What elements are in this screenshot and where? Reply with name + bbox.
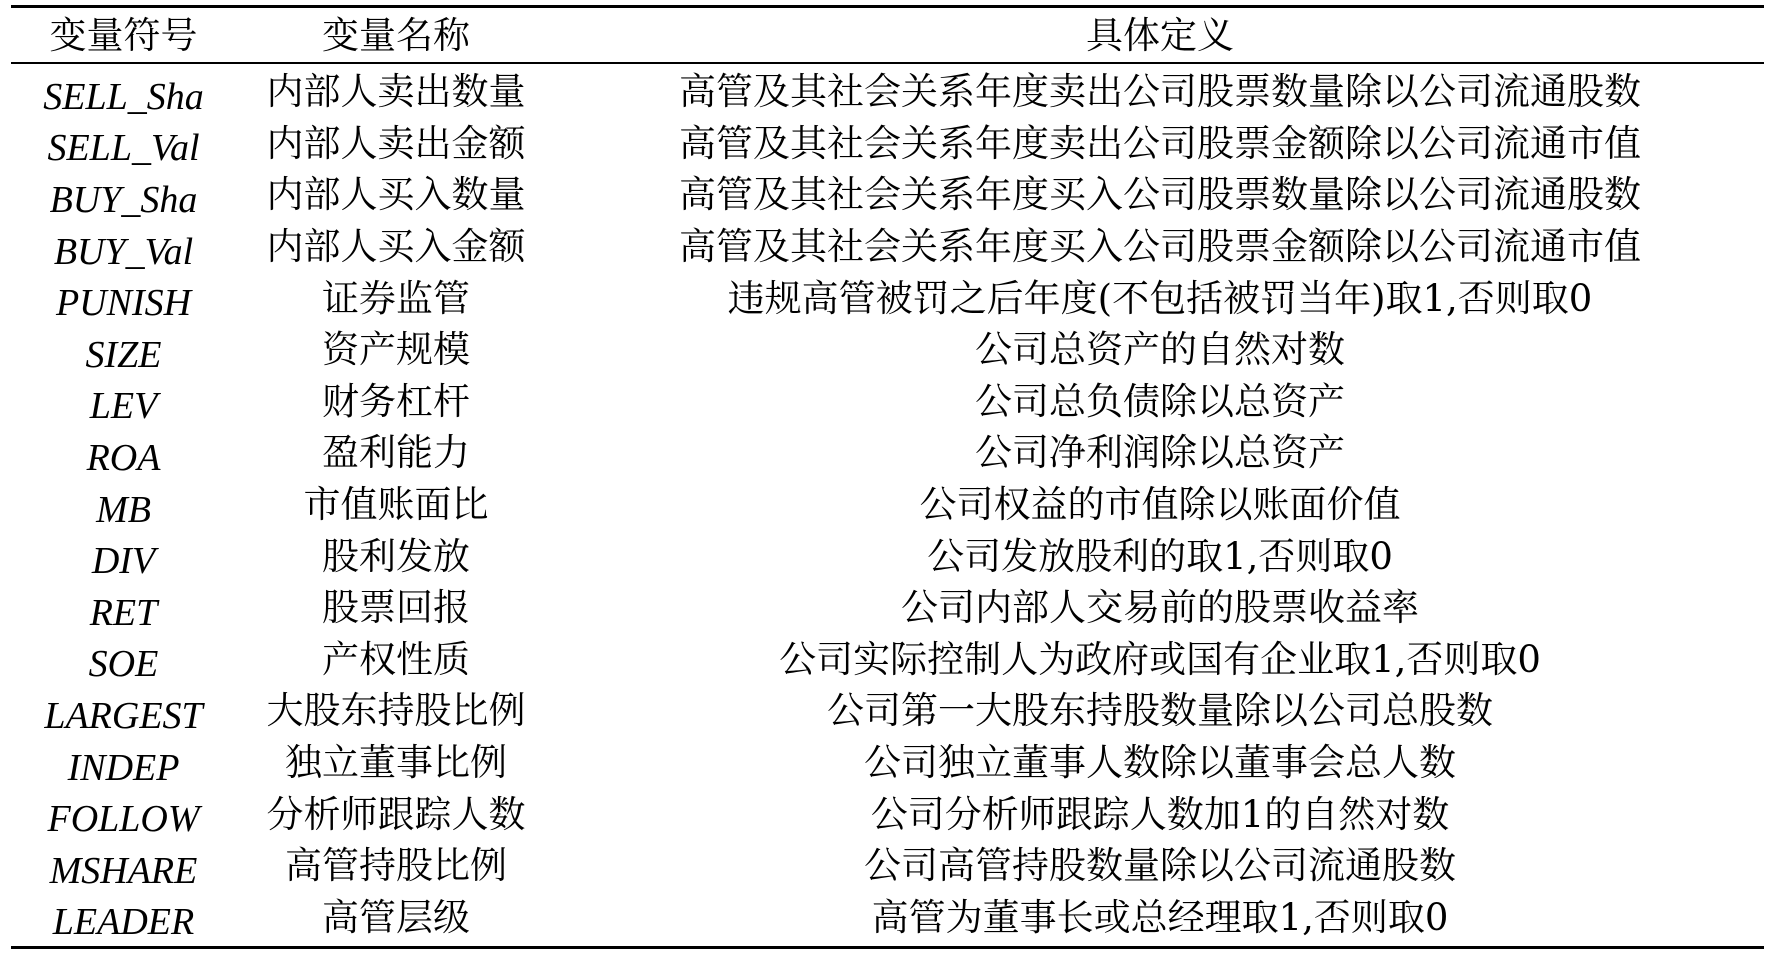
variable-name: 股利发放 — [322, 534, 470, 578]
variable-definition: 公司高管持股数量除以公司流通股数 — [864, 844, 1456, 888]
variable-definition: 公司发放股利的取1,否则取0 — [927, 534, 1393, 578]
variable-name: 内部人卖出金额 — [266, 121, 526, 165]
definition-cell — [556, 379, 1764, 423]
variable-definition: 高管及其社会关系年度卖出公司股票金额除以公司流通市值 — [679, 121, 1641, 165]
header-cell-name — [236, 13, 556, 57]
symbol-cell — [11, 434, 236, 479]
table-body — [11, 64, 1764, 944]
name-cell — [236, 379, 556, 423]
variable-definition: 公司第一大股东持股数量除以公司总股数 — [827, 689, 1493, 733]
table-row — [11, 530, 1764, 582]
table-row — [11, 479, 1764, 531]
variable-definition: 公司独立董事人数除以董事会总人数 — [864, 741, 1456, 785]
variable-symbol: SIZE — [85, 333, 162, 376]
variable-symbol: LARGEST — [44, 694, 203, 737]
symbol-cell — [11, 228, 236, 273]
table-row — [11, 634, 1764, 686]
variable-definition: 公司总资产的自然对数 — [975, 328, 1345, 372]
variable-name: 内部人买入数量 — [266, 173, 526, 217]
variable-name: 股票回报 — [322, 586, 470, 630]
variable-definition: 公司分析师跟踪人数加1的自然对数 — [870, 792, 1450, 836]
symbol-cell — [11, 795, 236, 841]
name-cell — [236, 225, 556, 269]
variable-symbol: BUY_Sha — [49, 178, 198, 221]
table-header-row — [11, 8, 1764, 58]
name-cell — [236, 70, 556, 114]
variable-definition: 高管及其社会关系年度卖出公司股票数量除以公司流通股数 — [679, 70, 1641, 114]
name-cell — [236, 895, 556, 939]
definition-cell — [556, 586, 1764, 630]
variable-symbol: RET — [89, 591, 158, 634]
header-name-label: 变量名称 — [322, 13, 470, 57]
definition-cell — [556, 637, 1764, 681]
symbol-cell — [11, 589, 236, 634]
variable-definition: 高管及其社会关系年度买入公司股票金额除以公司流通市值 — [679, 225, 1641, 269]
definition-cell — [556, 844, 1764, 888]
variable-name: 财务杠杆 — [322, 379, 470, 423]
variable-symbol: MSHARE — [49, 849, 198, 892]
header-symbol-label: 变量符号 — [49, 13, 198, 57]
variable-symbol: MB — [96, 488, 151, 531]
definition-cell — [556, 276, 1764, 320]
definition-cell — [556, 741, 1764, 785]
variable-definition: 高管及其社会关系年度买入公司股票数量除以公司流通股数 — [679, 173, 1641, 217]
variable-definition: 违规高管被罚之后年度(不包括被罚当年)取1,否则取0 — [727, 276, 1593, 320]
variable-name: 资产规模 — [322, 328, 470, 372]
definition-cell — [556, 483, 1764, 527]
symbol-cell — [11, 847, 236, 892]
variable-symbol: SOE — [88, 643, 159, 686]
variable-name: 盈利能力 — [322, 431, 470, 475]
variable-definition: 公司权益的市值除以账面价值 — [919, 483, 1401, 527]
table-row — [11, 376, 1764, 428]
name-cell — [236, 741, 556, 785]
table-row — [11, 272, 1764, 324]
symbol-cell — [11, 176, 236, 221]
name-cell — [236, 637, 556, 681]
table-row — [11, 582, 1764, 634]
table-row — [11, 324, 1764, 376]
variable-symbol: LEADER — [52, 901, 195, 944]
variable-definition: 公司实际控制人为政府或国有企业取1,否则取0 — [779, 637, 1541, 681]
definition-cell — [556, 70, 1764, 114]
header-cell-definition — [556, 13, 1764, 57]
variable-definition-table — [11, 5, 1764, 949]
variable-name: 内部人卖出数量 — [266, 70, 526, 114]
symbol-cell — [11, 279, 236, 325]
variable-name: 高管层级 — [322, 895, 470, 939]
variable-name: 大股东持股比例 — [266, 689, 526, 733]
table-row — [11, 788, 1764, 840]
name-cell — [236, 483, 556, 527]
name-cell — [236, 276, 556, 320]
symbol-cell — [11, 486, 236, 531]
variable-symbol: FOLLOW — [47, 798, 200, 841]
definition-cell — [556, 895, 1764, 939]
variable-name: 分析师跟踪人数 — [266, 792, 526, 836]
definition-cell — [556, 534, 1764, 578]
name-cell — [236, 586, 556, 630]
table-row — [11, 840, 1764, 892]
symbol-cell — [11, 331, 236, 376]
name-cell — [236, 328, 556, 372]
definition-cell — [556, 792, 1764, 836]
definition-cell — [556, 173, 1764, 217]
variable-definition: 公司内部人交易前的股票收益率 — [901, 586, 1419, 630]
name-cell — [236, 689, 556, 733]
table-row — [11, 685, 1764, 737]
variable-symbol: BUY_Val — [53, 230, 194, 273]
table-row — [11, 66, 1764, 118]
name-cell — [236, 844, 556, 888]
name-cell — [236, 792, 556, 836]
name-cell — [236, 431, 556, 475]
name-cell — [236, 121, 556, 165]
table-bottom-rule — [11, 946, 1764, 949]
table-row — [11, 221, 1764, 273]
variable-name: 市值账面比 — [303, 483, 489, 527]
variable-name: 独立董事比例 — [285, 741, 507, 785]
table-row — [11, 737, 1764, 789]
variable-definition: 公司总负债除以总资产 — [975, 379, 1345, 423]
variable-symbol: SELL_Sha — [43, 75, 204, 118]
variable-symbol: DIV — [91, 540, 156, 583]
variable-name: 高管持股比例 — [285, 844, 507, 888]
table-row — [11, 118, 1764, 170]
variable-definition: 高管为董事长或总经理取1,否则取0 — [871, 895, 1449, 939]
variable-symbol: PUNISH — [55, 282, 192, 325]
variable-symbol: SELL_Val — [47, 127, 200, 170]
definition-cell — [556, 225, 1764, 269]
symbol-cell — [11, 640, 236, 686]
table-row — [11, 892, 1764, 944]
table-row — [11, 427, 1764, 479]
symbol-cell — [11, 124, 236, 170]
variable-name: 证券监管 — [322, 276, 470, 320]
definition-cell — [556, 431, 1764, 475]
symbol-cell — [11, 73, 236, 118]
name-cell — [236, 534, 556, 578]
variable-name: 内部人买入金额 — [266, 225, 526, 269]
table-row — [11, 169, 1764, 221]
variable-definition: 公司净利润除以总资产 — [975, 431, 1345, 475]
symbol-cell — [11, 898, 236, 944]
name-cell — [236, 173, 556, 217]
symbol-cell — [11, 537, 236, 583]
symbol-cell — [11, 744, 236, 789]
symbol-cell — [11, 692, 236, 737]
definition-cell — [556, 689, 1764, 733]
definition-cell — [556, 328, 1764, 372]
variable-symbol: ROA — [86, 436, 161, 479]
variable-symbol: INDEP — [67, 746, 180, 789]
definition-cell — [556, 121, 1764, 165]
header-cell-symbol — [11, 13, 236, 57]
variable-name: 产权性质 — [322, 637, 470, 681]
header-definition-label: 具体定义 — [1086, 13, 1234, 57]
variable-symbol: LEV — [89, 385, 158, 428]
symbol-cell — [11, 382, 236, 428]
